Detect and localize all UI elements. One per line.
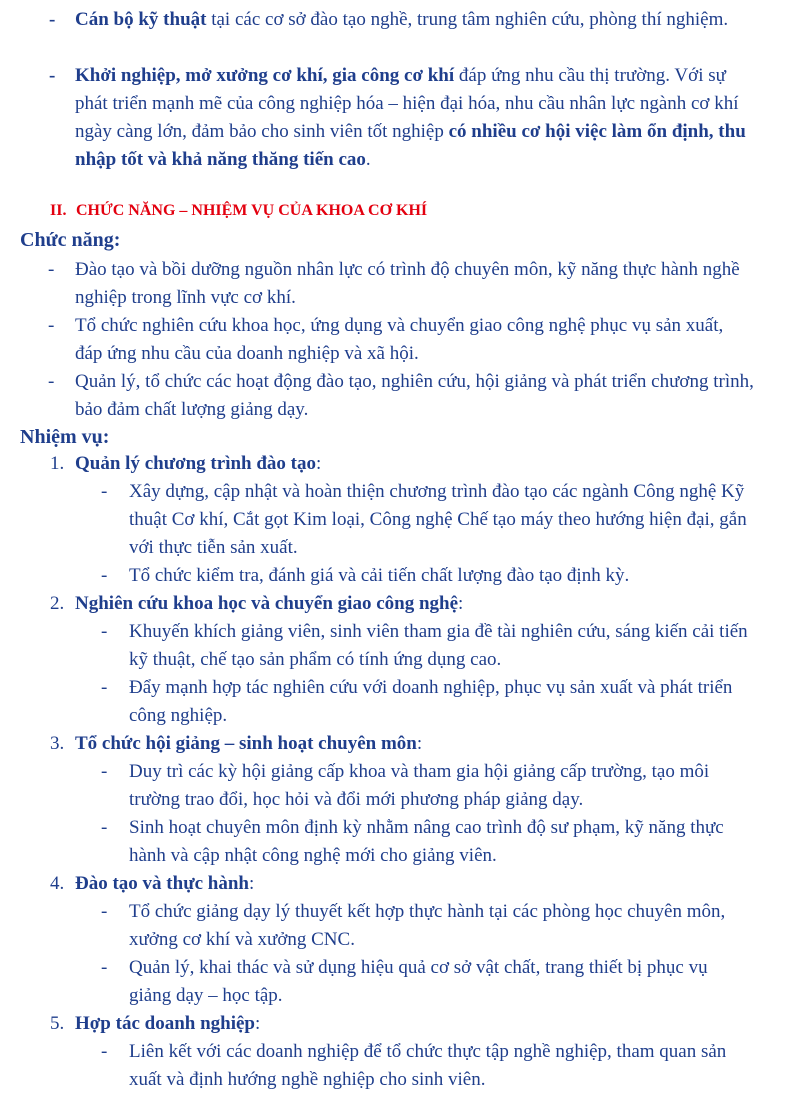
task-title [50,450,321,478]
task-number: 5. [50,1013,65,1034]
item-text: Tổ chức kiểm tra, đánh giá và cải tiến chất lượng đào tạo định kỳ. [129,565,630,586]
task-colon: : [316,453,322,474]
bullet-dash: - [49,9,56,30]
task-list [0,898,800,1010]
task-title [50,870,254,898]
task-number: 1. [50,453,65,474]
bullet-dash: - [101,761,108,782]
task-number: 2. [50,593,65,614]
task-title-text: Quản lý chương trình đào tạo [75,453,316,474]
task-colon: : [416,733,423,754]
item-text: Khuyến khích giảng viên, sinh viên tham gia đề tài nghiên cứu, sáng kiến cải tiến kỹ thuật, chế tạo sản phẩm có tính ứng dụng cao. [129,621,748,670]
task-colon: : [255,1013,261,1034]
task-colon: : [248,873,255,894]
item-text: Đào tạo và bồi dưỡng nguồn nhân lực có trình độ chuyên môn, kỹ năng thực hành nghề nghiệp trong lĩnh vực cơ khí. [75,259,740,308]
functions-list [0,256,800,424]
task-title [50,730,422,758]
list-item [0,758,800,814]
section-title: CHỨC NĂNG – NHIỆM VỤ CỦA KHOA CƠ KHÍ [76,202,428,219]
bullet-dash: - [101,677,108,698]
task-title [50,590,463,618]
task-title-text: Tổ chức hội giảng – sinh hoạt chuyên môn [75,733,417,754]
item-bold-text: có nhiều cơ hội việc làm ổn định, thu nhập tốt và khả năng thăng tiến cao [75,121,746,170]
bullet-dash: - [48,259,55,280]
bullet-dash: - [49,65,56,86]
task-title-text: Nghiên cứu khoa học và chuyển giao công nghệ [75,593,459,614]
list-item [0,898,800,954]
item-text: Tổ chức giảng dạy lý thuyết kết hợp thực hành tại các phòng học chuyên môn, xưởng cơ khí và xưởng CNC. [129,901,726,950]
list-item [0,674,800,730]
list-item [0,814,800,870]
tasks-heading: Nhiệm vụ: [20,426,110,448]
item-text: Đẩy mạnh hợp tác nghiên cứu với doanh nghiệp, phục vụ sản xuất và phát triển công nghiệp. [129,677,733,726]
item-text: Quản lý, khai thác và sử dụng hiệu quả cơ sở vật chất, trang thiết bị phục vụ giảng dạy – học tập. [129,957,708,1006]
task-title-text: Hợp tác doanh nghiệp [75,1013,255,1034]
list-item [0,1038,800,1094]
section-heading [50,199,427,223]
task-list [0,618,800,730]
bullet-dash: - [48,371,55,392]
bullet-dash: - [101,1041,108,1062]
task-list [0,758,800,870]
task-title-text: Đào tạo và thực hành [75,873,249,894]
item-text: Liên kết với các doanh nghiệp để tổ chức thực tập nghề nghiệp, tham quan sản xuất và định hướng nghề nghiệp cho sinh viên. [129,1041,727,1090]
bullet-dash: - [101,817,108,838]
list-item [0,618,800,674]
item-text: . [365,149,371,170]
item-text: đáp ứng nhu cầu thị trường. Với sự phát triển mạnh mẽ của công nghiệp hóa – hiện đại hóa, nhu cầu nhân lực ngành cơ khí ngày càng lớn, đảm bảo cho sinh viên tốt nghiệp [75,65,739,142]
list-item [0,478,800,562]
item-text: Duy trì các kỳ hội giảng cấp khoa và tham gia hội giảng cấp trường, tạo môi trường trao đổi, học hỏi và đổi mới phương pháp giảng dạy. [129,761,710,810]
list-item [0,312,800,368]
item-text: tại các cơ sở đào tạo nghề, trung tâm nghiên cứu, phòng thí nghiệm. [206,9,729,30]
bullet-dash: - [101,957,108,978]
item-bold-text: Cán bộ kỹ thuật [75,9,207,30]
item-text: Quản lý, tổ chức các hoạt động đào tạo, nghiên cứu, hội giảng và phát triển chương trình, bảo đảm chất lượng giảng dạy. [75,371,754,420]
task-list [0,1038,800,1094]
bullet-dash: - [101,621,108,642]
list-item [0,954,800,1010]
task-colon: : [458,593,464,614]
list-item [0,562,800,590]
functions-heading: Chức năng: [20,229,121,251]
list-item [0,256,800,312]
item-bold-text: Khởi nghiệp, mở xưởng cơ khí, gia công cơ khí [75,65,455,86]
task-number: 4. [50,873,65,894]
item-text: Tổ chức nghiên cứu khoa học, ứng dụng và chuyển giao công nghệ phục vụ sản xuất, đáp ứng nhu cầu của doanh nghiệp và xã hội. [75,315,724,364]
list-item [0,6,800,62]
item-text: Sinh hoạt chuyên môn định kỳ nhằm nâng cao trình độ sư phạm, kỹ năng thực hành và cập nhật công nghệ mới cho giảng viên. [129,817,724,866]
career-list [0,6,800,174]
task-list [0,478,800,590]
bullet-dash: - [101,565,108,586]
list-item [0,368,800,424]
section-number: II. [50,202,67,219]
bullet-dash: - [101,481,108,502]
bullet-dash: - [101,901,108,922]
list-item [0,62,800,174]
item-text: Xây dựng, cập nhật và hoàn thiện chương trình đào tạo các ngành Công nghệ Kỹ thuật Cơ khí, Cắt gọt Kim loại, Công nghệ Chế tạo máy theo hướng hiện đại, gắn với thực tiễn sản xuất. [129,481,747,558]
task-number: 3. [50,733,65,754]
task-title [50,1010,260,1038]
bullet-dash: - [48,315,55,336]
